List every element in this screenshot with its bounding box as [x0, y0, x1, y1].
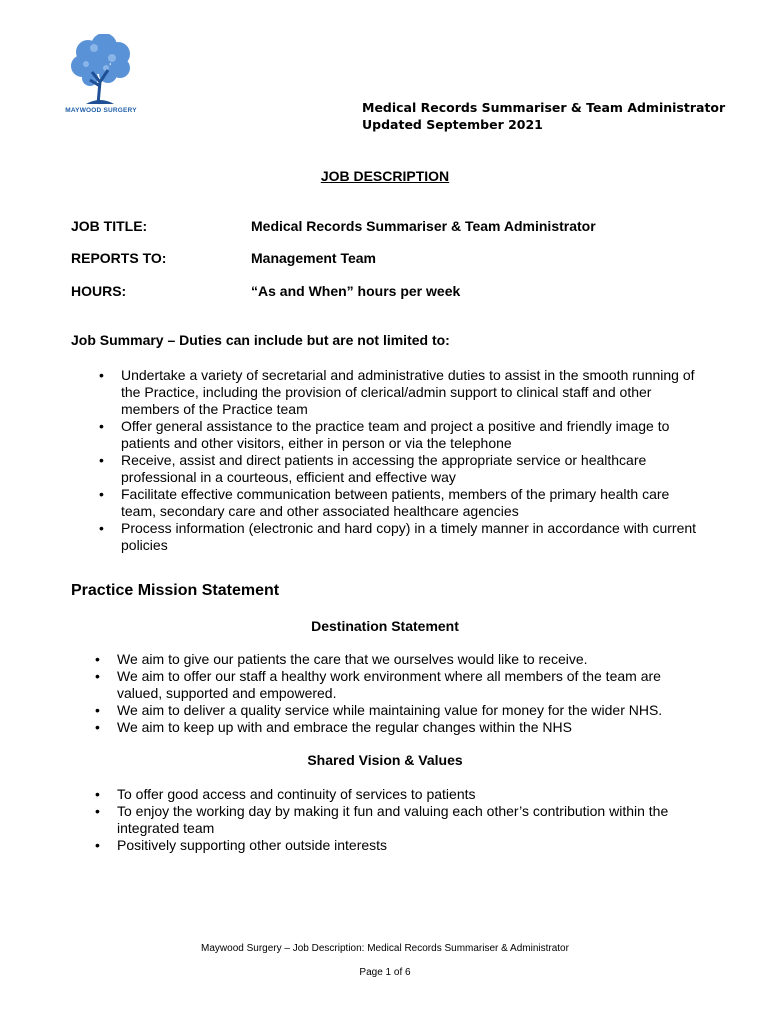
- logo-text: MAYWOOD SURGERY: [65, 107, 137, 114]
- bullet-icon: •: [95, 786, 100, 802]
- list-item: [95, 803, 717, 837]
- surgery-logo: [62, 34, 140, 118]
- bullet-icon: •: [99, 452, 104, 468]
- vision-heading: Shared Vision & Values: [307, 752, 463, 768]
- destination-heading: Destination Statement: [311, 618, 459, 634]
- list-line: To enjoy the working day by making it fun and valuing each other’s contribution within the: [117, 803, 669, 819]
- list-line: To offer good access and continuity of services to patients: [117, 786, 476, 802]
- list-line: the Practice, including the provision of clerical/admin support to clinical staff and other: [121, 384, 652, 400]
- header-updated: Updated September 2021: [362, 117, 543, 132]
- list-line: policies: [121, 537, 168, 553]
- summary-heading: Job Summary – Duties can include but are not limited to:: [71, 332, 450, 348]
- list-line: team, secondary care and other associated healthcare agencies: [121, 503, 519, 519]
- list-item: [95, 702, 717, 719]
- list-line: We aim to deliver a quality service while maintaining value for money for the wider NHS.: [117, 702, 663, 718]
- vision-list: [95, 786, 717, 854]
- list-line: We aim to offer our staff a healthy work environment where all members of the team are: [117, 668, 661, 684]
- document-header: [362, 99, 725, 133]
- list-line: members of the Practice team: [121, 401, 308, 417]
- list-item: [95, 719, 717, 736]
- mission-heading: Practice Mission Statement: [71, 582, 280, 599]
- field-value: “As and When” hours per week: [251, 283, 461, 299]
- field-value: Management Team: [251, 250, 376, 266]
- footer-text: Maywood Surgery – Job Description: Medical Records Summariser & Administrator: [201, 943, 569, 954]
- bullet-icon: •: [99, 486, 104, 502]
- bullet-icon: •: [95, 651, 100, 667]
- list-line: integrated team: [117, 820, 215, 836]
- bullet-icon: •: [95, 702, 100, 718]
- list-line: Positively supporting other outside interests: [117, 837, 388, 853]
- list-item: [99, 520, 721, 554]
- summary-list: [99, 367, 721, 554]
- destination-list: [95, 651, 717, 736]
- list-line: patients and other visitors, either in person or via the telephone: [121, 435, 512, 451]
- field-label: REPORTS TO:: [71, 250, 167, 266]
- list-line: professional in a courteous, efficient and effective way: [121, 469, 456, 485]
- bullet-icon: •: [95, 668, 100, 684]
- bullet-icon: •: [99, 418, 104, 434]
- list-line: Facilitate effective communication between patients, members of the primary health care: [121, 486, 670, 502]
- field-label: HOURS:: [71, 283, 127, 299]
- list-line: Receive, assist and direct patients in accessing the appropriate service or healthcare: [121, 452, 647, 468]
- header-title: Medical Records Summariser & Team Administrator: [362, 100, 726, 115]
- list-line: We aim to give our patients the care that we ourselves would like to receive.: [117, 651, 588, 667]
- page-number: Page 1 of 6: [359, 967, 411, 978]
- bullet-icon: •: [95, 837, 100, 853]
- bullet-icon: •: [99, 520, 104, 536]
- bullet-icon: •: [95, 719, 100, 735]
- bullet-icon: •: [95, 803, 100, 819]
- list-item: [99, 418, 721, 452]
- doc-heading: JOB DESCRIPTION: [320, 168, 450, 184]
- field-value: Medical Records Summariser & Team Administrator: [251, 218, 596, 234]
- list-line: We aim to keep up with and embrace the regular changes within the NHS: [117, 719, 572, 735]
- list-item: [99, 367, 721, 418]
- field-label: JOB TITLE:: [71, 218, 148, 234]
- list-item: [95, 668, 717, 702]
- list-line: Process information (electronic and hard copy) in a timely manner in accordance with current: [121, 520, 697, 536]
- tree-logo-icon: [62, 34, 140, 106]
- list-line: Offer general assistance to the practice team and project a positive and friendly image to: [121, 418, 670, 434]
- list-item: [95, 786, 717, 803]
- list-item: [99, 452, 721, 486]
- bullet-icon: •: [99, 367, 104, 383]
- list-item: [95, 651, 717, 668]
- list-item: [95, 837, 717, 854]
- list-line: valued, supported and empowered.: [117, 685, 337, 701]
- list-item: [99, 486, 721, 520]
- list-line: Undertake a variety of secretarial and administrative duties to assist in the smooth running of: [121, 367, 695, 383]
